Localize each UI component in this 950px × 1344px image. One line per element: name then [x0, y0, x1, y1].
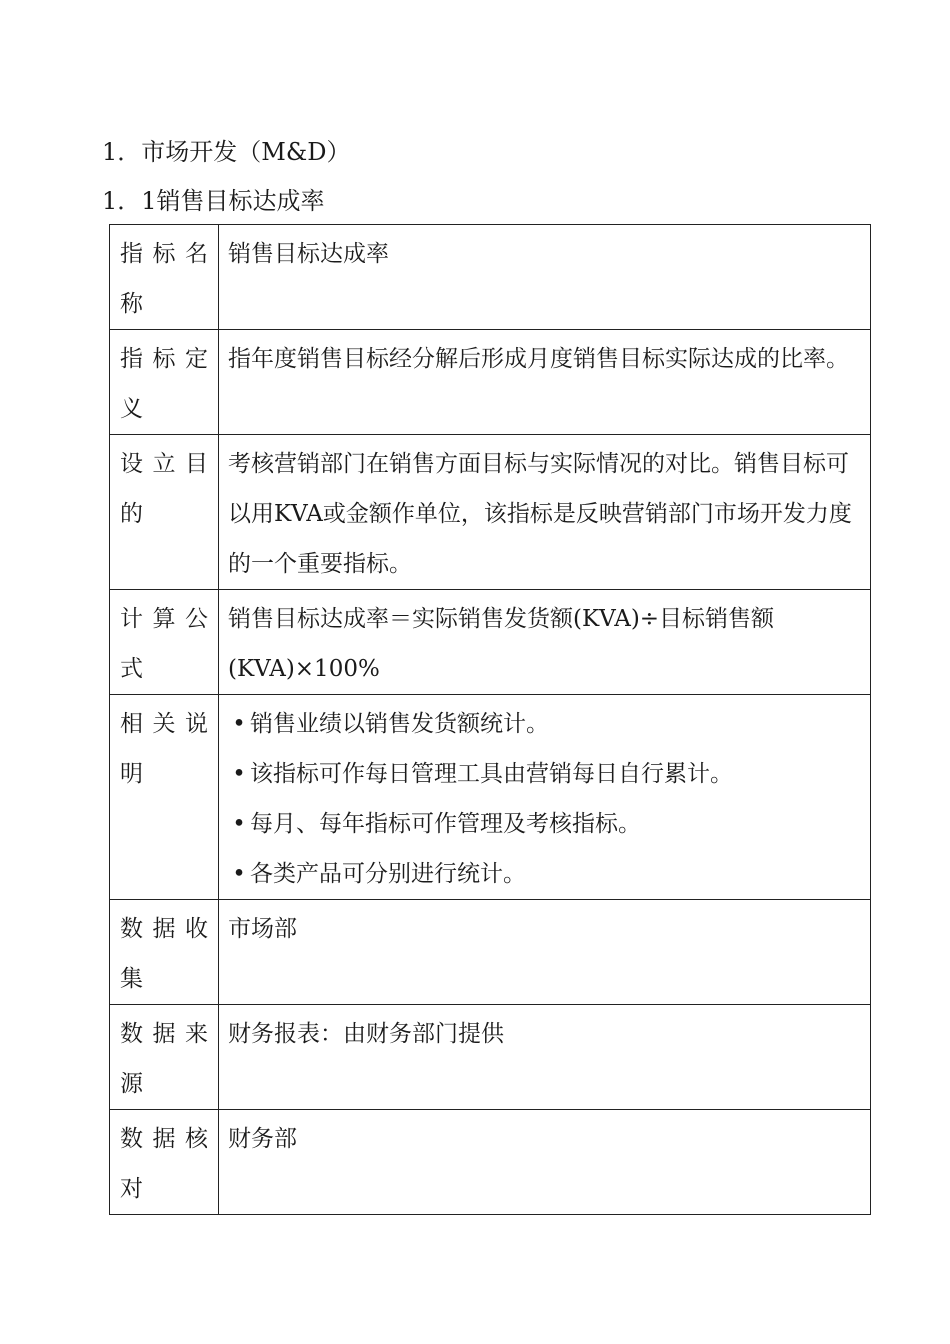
list-item-text: 各类产品可分别进行统计。	[250, 861, 526, 887]
subsection-heading: 1．1销售目标达成率	[102, 187, 325, 215]
row-value: 市场部	[219, 900, 871, 1005]
bullet-icon: •	[232, 811, 246, 837]
row-label: 指标定义	[110, 330, 219, 435]
row-value: 财务部	[219, 1110, 871, 1215]
list-item-text: 销售业绩以销售发货额统计。	[250, 711, 549, 737]
table-row	[110, 330, 871, 435]
list-item-text: 该指标可作每日管理工具由营销每日自行累计。	[250, 761, 733, 787]
row-value: 销售目标达成率＝实际销售发货额(KVA)÷目标销售额(KVA)×100%	[219, 590, 871, 695]
notes-list	[219, 695, 871, 900]
table-row	[110, 900, 871, 1005]
row-value: 考核营销部门在销售方面目标与实际情况的对比。销售目标可以用KVA或金额作单位，该指标是反映营销部门市场开发力度的一个重要指标。	[219, 435, 871, 590]
section-heading: 1．市场开发（M&D）	[102, 138, 351, 166]
row-value: 财务报表：由财务部门提供	[219, 1005, 871, 1110]
table-row	[110, 1110, 871, 1215]
row-label: 计算公式	[110, 590, 219, 695]
list-item	[228, 849, 862, 899]
table-row	[110, 590, 871, 695]
list-item	[228, 749, 862, 799]
table-row	[110, 225, 871, 330]
row-label: 数据来源	[110, 1005, 219, 1110]
table-row	[110, 435, 871, 590]
bullet-icon: •	[232, 861, 246, 887]
row-label: 数据核对	[110, 1110, 219, 1215]
table-row	[110, 1005, 871, 1110]
bullet-icon: •	[232, 711, 246, 737]
row-value: 指年度销售目标经分解后形成月度销售目标实际达成的比率。	[219, 330, 871, 435]
indicator-table	[109, 224, 871, 1215]
row-label: 设立目的	[110, 435, 219, 590]
row-label: 指标名称	[110, 225, 219, 330]
table-row	[110, 695, 871, 900]
list-item-text: 每月、每年指标可作管理及考核指标。	[250, 811, 641, 837]
row-label: 数据收集	[110, 900, 219, 1005]
row-label: 相关说明	[110, 695, 219, 900]
list-item	[228, 699, 862, 749]
bullet-icon: •	[232, 761, 246, 787]
row-value: 销售目标达成率	[219, 225, 871, 330]
list-item	[228, 799, 862, 849]
